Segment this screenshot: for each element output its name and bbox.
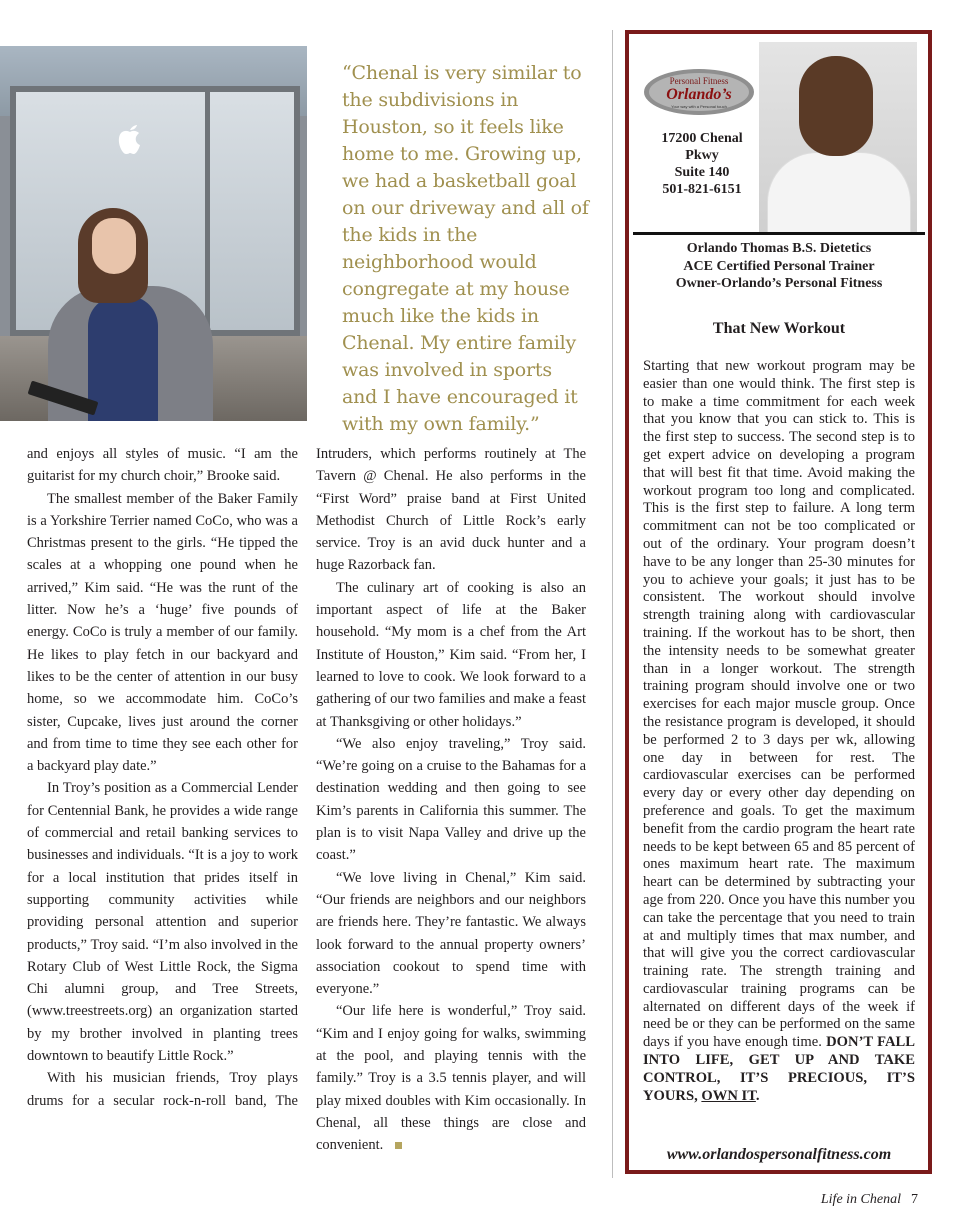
ad-slogan: DON’T FALL INTO LIFE, GET UP AND TAKE CONTROL, IT’S PRECIOUS, IT’S YOURS, (643, 1034, 915, 1104)
trainer-credentials (633, 240, 925, 293)
paragraph: “Our life here is wonderful,” Troy said. “Kim and I enjoy going for walks, swimming at the pool, and playing tennis with the family.” Troy is a 3.5 tennis player, and will play mixed doubles with Kim occasionally. In Chenal, all these things are close and convenient. (316, 1003, 586, 1154)
column-divider (612, 30, 613, 1178)
ad-body-copy: Starting that new workout program may be easier than one would think. The first step is to make a time commitment for each week that you know that you can stick to. This is the first step to success. The second step is to get expert advice on developing a program that will best fit that time. Avoid making the workout program too long and complicated. This is the first step to failure. A long term commitment can not be too complicated or out of the ordinary. Your program doesn’t have to be any longer than 25-30 minutes for you to achieve your goals; it just has to be consistent. The workout should involve strength training along with cardiovascular training. If the workout has to be short, then the intensity needs to be somewhat greater than in a longer workout. The strength training program should involve one or two exercises for each major muscle group. Once the resistance program is developed, it should be performed 2 to 3 days per wk, allowing one day in between for rest. The cardiovascular exercises can be performed every day or every other day depending on preference and goals. To get the maximum benefit from the cardio program the heart rate needs to be kept between 65 and 85 percent of ones maximum heart rate. The maximum heart can be determined by subtracting your age from 220. Once you have this number you can take the percentage that you need to train at and multiply times that max number, and that will give you the correct cardiovascular training rate. The strength training and cardiovascular training programs can be alternated on different days of the week if need be or they can be performed on the same days if you have enough time. (643, 358, 915, 1051)
page-footer (821, 1192, 918, 1208)
ad-heading: That New Workout (712, 320, 846, 337)
phone-number: 501-821-6151 (662, 182, 742, 197)
orlandos-logo (643, 68, 755, 116)
fitness-advertisement (625, 30, 932, 1174)
logo-top-text: Personal Fitness (669, 76, 729, 86)
article-column-2 (316, 443, 586, 1157)
credential-line: ACE Certified Personal Trainer (683, 258, 875, 274)
paragraph: With his musician friends, Troy plays drums for a secular rock-n-roll band, The (27, 1070, 298, 1109)
paragraph: “We also enjoy traveling,” Troy said. “We’re going on a cruise to the Bahamas for a destination wedding and then going to see Kim’s parents in California this summer. The plan is to visit Napa Valley and drive up the coast.” (316, 735, 586, 864)
apple-logo-icon (116, 121, 144, 155)
credential-line: Orlando Thomas B.S. Dietetics (686, 241, 872, 256)
address-line: 17200 Chenal (661, 131, 743, 146)
page-number: 7 (911, 1192, 918, 1207)
logo-tagline-text: Your way with a Personal touch (671, 104, 727, 109)
credential-line: Owner-Orlando’s Personal Fitness (675, 276, 883, 291)
paragraph: The culinary art of cooking is also an important aspect of life at the Baker household. “My mom is a chef from the Art Institute of Houston,” Kim said. “From her, I learned to love to cook. We look forward to a gathering of our two families and make a feast at Thanksgiving or other holidays.” (316, 579, 586, 730)
paragraph: and enjoys all styles of music. “I am the guitarist for my church choir,” Brooke said. (27, 446, 298, 485)
ad-address (637, 130, 767, 198)
paragraph: “We love living in Chenal,” Kim said. “Our friends are neighbors and our neighbors are friends here. They’re fantastic. We always look forward to the annual property owners’ association cookout to spend time with everyone.” (316, 869, 586, 998)
feature-photo (0, 46, 307, 421)
address-line: Suite 140 (674, 165, 730, 180)
ad-website-link[interactable]: www.orlandospersonalfitness.com (666, 1146, 892, 1163)
ad-body-text: Starting that new workout program may be easier than one would think. The first step is to make a time commitment for each week that you know that you can stick to. This is the first step to success. The second step is to get expert advice on developing a program that will best fit that time. Avoid making the workout program too long and complicated. This is the first step to failure. A long term commitment can not be too complicated or out of the ordinary. Your program doesn’t have to be any longer than 25-30 minutes for you to achieve your goals; it just has to be consistent. The workout should involve strength training along with cardiovascular training. If the workout has to be short, then the intensity needs to be somewhat greater than in a longer workout. The strength training program should involve one or two exercises for each major muscle group. Once the resistance program is developed, it should be performed 2 to 3 days per wk, allowing one day in between for rest. The cardiovascular exercises can be performed every day or every other day depending on preference and goals. To get the maximum benefit from the cardio program the heart rate needs to be kept between 65 and 85 percent of ones maximum heart rate. The maximum heart can be determined by subtracting your age from 220. Once you have this number you can take the percentage that you need to train at and multiply times that max number, and that will give you the correct cardiovascular training rate. The strength training and cardiovascular training programs can be alternated on different days of the week if need be or they can be performed on the same days if you have enough time. DON’T FALL INTO LIFE, GET UP AND TAKE CONTROL, IT’S PRECIOUS, IT’S YOURS, OWN IT. (643, 358, 915, 1104)
article-column-1 (27, 443, 298, 1112)
magazine-name: Life in Chenal (820, 1192, 901, 1207)
trainer-portrait (759, 42, 917, 234)
address-line: Pkwy (685, 148, 719, 163)
ad-divider (633, 232, 925, 235)
paragraph: The smallest member of the Baker Family is a Yorkshire Terrier named CoCo, who was a Christmas present to the girls. “He tipped the scales at a whopping one pound when he arrived,” Kim said. “He was the runt of the litter. Now he’s a ‘huge’ five pounds of energy. CoCo is truly a member of our family. He likes to play fetch in our backyard and likes to be the center of attention in our busy home, so we accommodate him. CoCo’s sister, Cupcake, lives just around the corner and from time to time they see each other for a backyard play date.” (27, 490, 298, 775)
paragraph: Intruders, which performs routinely at The Tavern @ Chenal. He also performs in the “First Word” praise band at First United Methodist Church of Little Rock’s early service. Troy is an avid duck hunter and a huge Razorback fan. (316, 446, 586, 574)
ad-slogan-end: OWN IT (701, 1087, 756, 1104)
pull-quote: “Chenal is very similar to the subdivisions in Houston, so it feels like home to me. Growing up, we had a basketball goal on our driveway and all of the kids in the neighborhood would congregate at my house much like the kids in Chenal. My entire family was involved in sports and I have encouraged it with my own family.” (342, 62, 589, 435)
paragraph: In Troy’s position as a Commercial Lender for Centennial Bank, he provides a wide range of commercial and retail banking services to businesses and individuals. “It is a joy to work for a local institution that prides itself in supporting community activities while providing personal attention and superior products,” Troy said. “I’m also involved in the Rotary Club of West Little Rock, the Sigma Chi alumni group, and Tree Streets, (www.treestreets.org) an organization started by my brother involved in planting trees downtown to beautify Little Rock.” (27, 780, 298, 1065)
end-mark-icon (395, 1142, 402, 1149)
logo-name-text: Orlando’s (666, 86, 732, 103)
